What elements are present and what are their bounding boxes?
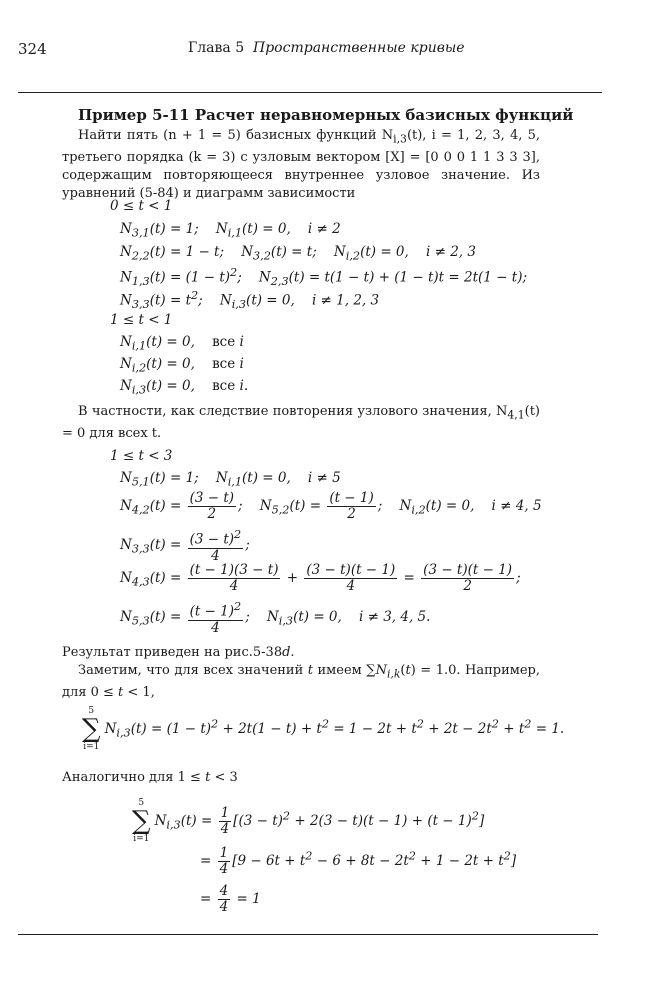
sum-formula-2-line-1: $N_{i,3}(t)$ = $\frac{1}{4}$ $[(3 - t)^2 + 2(3 - t)(t - 1) + (t - 1)^2]$ [154, 804, 485, 837]
formula-line: $N_{1,3}(t) = (1 - t)^2$; $N_{2,3}(t) = t(1 - t) + (1 - t)t = 2t(1 - t)$; [120, 266, 528, 289]
formula-line: $N_{5,1}(t) = 1$; $N_{i,1}(t) = 0$, i ≠ 5 [120, 470, 341, 489]
formula-line: $N_{2,2}(t) = 1 - t$; $N_{3,2}(t) = t$; $N_{i,2}(t) = 0$, i ≠ 2, 3 [120, 244, 476, 263]
interval-3-label: 1 ≤ t < 3 [110, 448, 173, 464]
example-title: Пример 5-11 Расчет неравномерных базисных функций [78, 106, 574, 124]
sum-formula-1-expression: $N_{i,3}(t) = (1 - t)^2 + 2t(1 - t) + t^2 = 1 - 2t + t^2 + 2t - 2t^2 + t^2 = 1$. [104, 717, 565, 740]
formula-line: $N_{3,3}(t) = t^2$; $N_{i,3}(t) = 0$, i ≠ 1, 2, 3 [120, 289, 380, 312]
sigma-symbol: 5 ∑ i=1 [82, 706, 101, 752]
chapter-label: Глава 5 [188, 40, 245, 56]
formula-line: $N_{i,1}(t) = 0$, все i [120, 334, 244, 353]
result-paragraph: Результат приведен на рис.5-38d. [62, 645, 295, 660]
page-number: 324 [18, 40, 47, 58]
intro-paragraph: Найти пять (n + 1 = 5) базисных функций $N_{i,3}(t)$, i = 1, 2, 3, 4, 5, третьего порядка (k = 3) с узловым вектором [X] = [0 0 0 1 1 3 3 3], содержащим повторяющееся внутреннее узловое значение. Из уравнений (5-84) и диаграмм зависимости [62, 128, 540, 201]
formula-line: $N_{4,2}(t)$ = $\frac{(3 - t)}{2}$ ; $N_{5,2}(t)$ = $\frac{(t - 1)}{2}$ ; $N_{i,2}(t) = 0$, i ≠ 4, 5 [120, 490, 542, 522]
sum-formula-2-line-2: = $\frac{1}{4}$ $[9 - 6t + t^2 - 6 + 8t - 2t^2 + 1 - 2t + t^2]$ [200, 845, 517, 877]
sum-note-paragraph: Заметим, что для всех значений t имеем $\sum N_{i,k}(t) = 1.0$. Например, для 0 ≤ t < 1, [62, 663, 540, 700]
analog-paragraph: Аналогично для 1 ≤ t < 3 [62, 770, 238, 785]
chapter-title: Пространственные кривые [253, 40, 465, 56]
formula-line: $N_{5,3}(t)$ = $\frac{(t - 1)^2}{4}$ ; $N_{i,3}(t) = 0$, i ≠ 3, 4, 5. [120, 600, 431, 636]
repeat-note-paragraph: В частности, как следствие повторения узлового значения, $N_{4,1}(t) = 0$ для всех t. [62, 404, 540, 441]
footer-rule [18, 934, 598, 935]
formula-line: $N_{3,1}(t) = 1$; $N_{i,1}(t) = 0$, i ≠ 2 [120, 221, 341, 240]
sum-formula-2-line-3: = $\frac{4}{4}$ = 1 [200, 883, 261, 915]
sigma-symbol: 5 ∑ i=1 [132, 798, 151, 844]
running-header [188, 40, 465, 56]
interval-1-label: 0 ≤ t < 1 [110, 198, 173, 214]
sum-formula-2 [132, 798, 484, 844]
formula-line: $N_{i,3}(t) = 0$, все i. [120, 378, 249, 397]
interval-2-label: 1 ≤ t < 1 [110, 312, 173, 328]
header-rule [18, 92, 602, 93]
sum-formula-1 [82, 706, 564, 752]
formula-line: $N_{i,2}(t) = 0$, все i [120, 356, 244, 375]
formula-line: $N_{4,3}(t)$ = $\frac{(t - 1)(3 - t)}{4}$ + $\frac{(3 - t)(t - 1)}{4}$ = $\frac{(3 - t)(t - 1)}{2}$ ; [120, 562, 521, 594]
formula-line: $N_{3,3}(t)$ = $\frac{(3 - t)^2}{4}$ ; [120, 528, 250, 564]
